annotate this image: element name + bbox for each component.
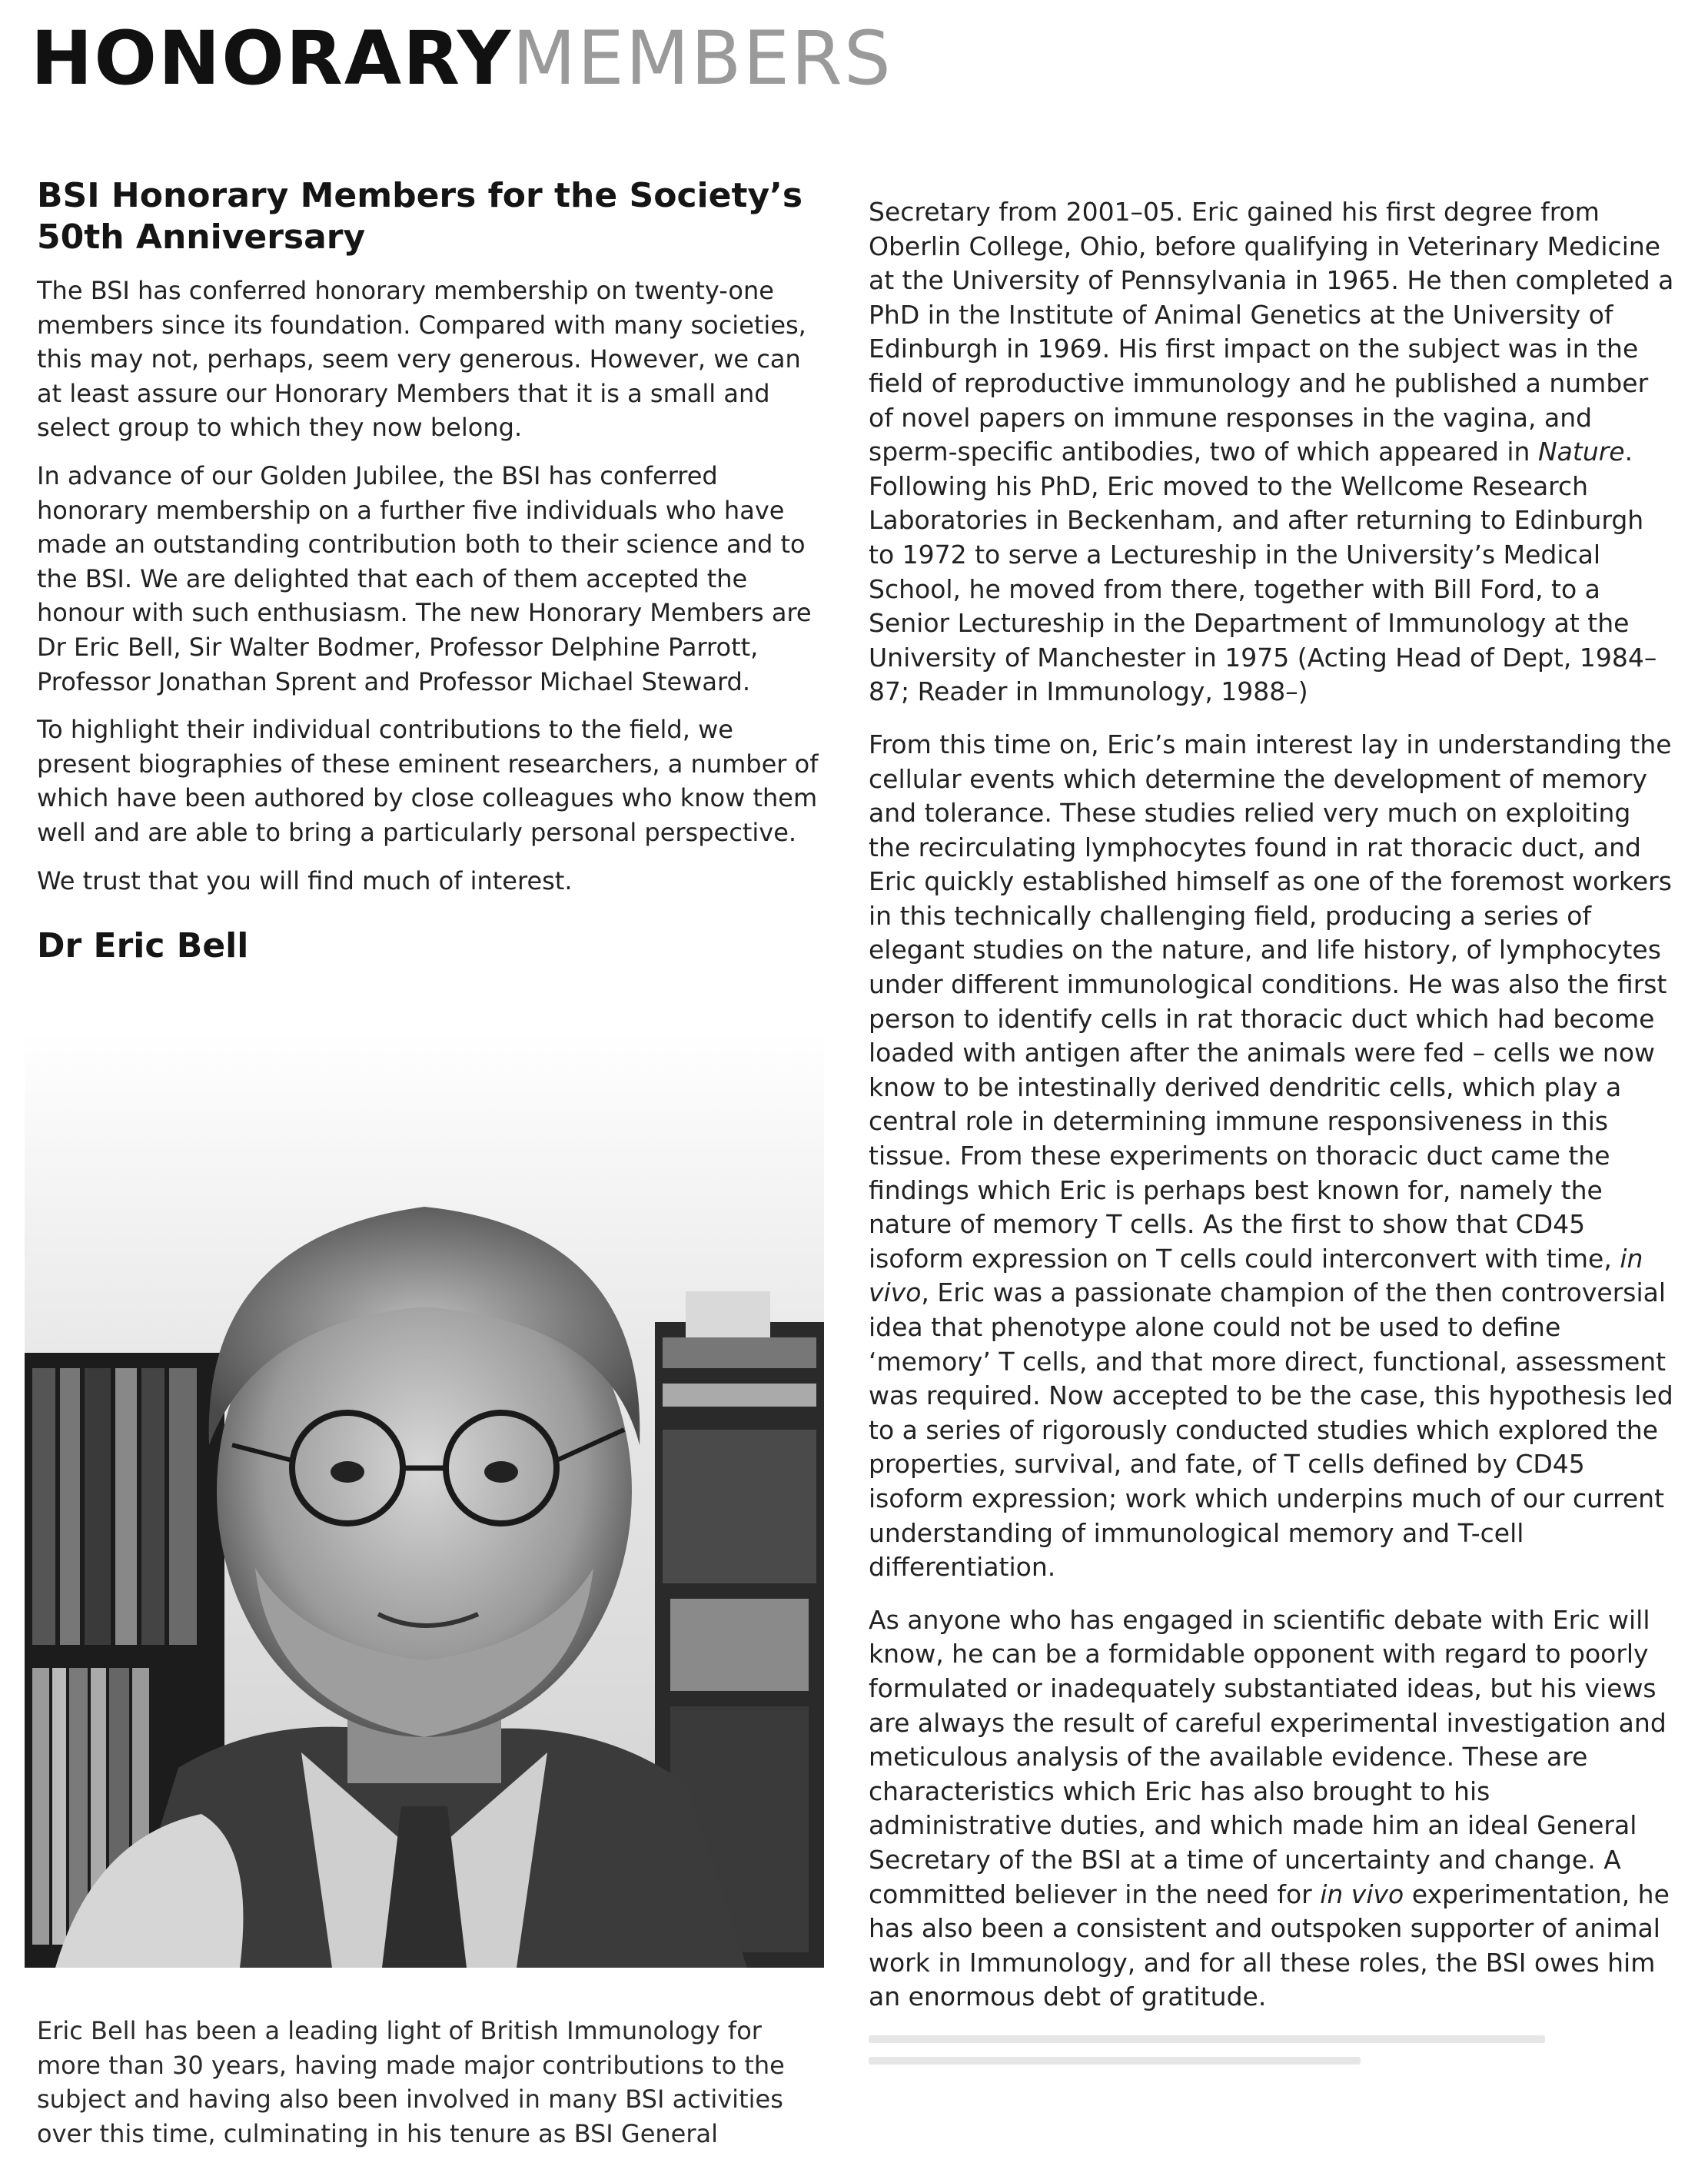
bio-paragraph-3-emphasis: in vivo	[1320, 1879, 1404, 1909]
masthead-title	[31, 15, 892, 101]
left-column	[37, 175, 829, 967]
bio-paragraph-2-part-b: , Eric was a passionate champion of the then controversial idea that phenotype alone could not be used to define ‘memory’ T cells, and that more direct, functional, assessment was required. Now accepted to be the case, this hypothesis led to a series of rigorously conducted studies which explored the properties, survival, and fate, of T cells defined by CD45 isoform expression; work which underpins much of our current understanding of immunological memory and T-cell differentiation.	[869, 1277, 1673, 1583]
bio-paragraph-2	[869, 728, 1676, 1585]
article-heading: BSI Honorary Members for the Society’s 50th Anniversary	[37, 176, 803, 257]
intro-paragraph-3: To highlight their individual contributions to the field, we present biographies of these eminent researchers, a number of which have been authored by close colleagues who know them well and are able to bring a particularly personal perspective.	[37, 715, 819, 847]
bio-paragraph-2-emphasis: in vivo	[869, 1243, 1643, 1308]
portrait-photo	[25, 1030, 824, 1968]
bio-paragraph-2-part-a: From this time on, Eric’s main interest lay in understanding the cellular events which determine the development of memory and tolerance. These studies relied very much on exploiting the recirculating lymphocytes found in rat thoracic duct, and Eric quickly established himself as one of the foremost workers in this technically challenging field, producing a series of elegant studies on the nature, and life history, of lymphocytes under different immunological conditions. He was also the first person to identify cells in rat thoracic duct which had become loaded with antigen after the animals were fed – cells we now know to be intestinally derived dendritic cells, which play a central role in determining immune responsiveness in this tissue. From these experiments on thoracic duct came the findings which Eric is perhaps best known for, namely the nature of memory T cells. As the first to show that CD45 isoform expression on T cells could interconvert with time,	[869, 729, 1672, 1274]
bio-paragraph-1-emphasis: Nature	[1537, 437, 1625, 467]
intro-paragraph-2: In advance of our Golden Jubilee, the BSI has conferred honorary membership on a further five individuals who have made an outstanding contribution both to their science and to the BSI. We are delighted that each of them accepted the honour with such enthusiasm. The new Honorary Members are Dr Eric Bell, Sir Walter Bodmer, Professor Delphine Parrott, Professor Jonathan Sprent and Professor Michael Steward.	[37, 460, 812, 696]
photo-caption-bio-start: Eric Bell has been a leading light of British Immunology for more than 30 years, having made major contributions to the subject and having also been involved in many BSI activities over this time, culminating in his tenure as BSI General	[37, 2016, 785, 2148]
masthead-part2: MEMBERS	[512, 15, 892, 101]
bio-paragraph-1	[869, 195, 1676, 709]
faded-footer-text	[869, 2035, 1560, 2081]
section-heading-eric-bell: Dr Eric Bell	[37, 926, 249, 966]
bio-paragraph-3	[869, 1603, 1676, 2015]
intro-paragraph-4: We trust that you will find much of interest.	[37, 865, 573, 895]
bio-paragraph-3-part-b: experimentation, he has also been a consistent and outspoken supporter of animal work in Immunology, and for all these roles, the BSI owes him an enormous debt of gratitude.	[869, 1879, 1670, 2012]
bio-paragraph-1-part-a: Secretary from 2001–05. Eric gained his first degree from Oberlin College, Ohio, before qualifying in Veterinary Medicine at the University of Pennsylvania in 1965. He then completed a PhD in the Institute of Animal Genetics at the University of Edinburgh in 1969. His first impact on the subject was in the field of reproductive immunology and he published a number of novel papers on immune responses in the vagina, and sperm-specific antibodies, two of which appeared in	[869, 197, 1674, 467]
masthead-part1: HONORARY	[31, 15, 513, 101]
right-column	[869, 195, 1676, 2033]
bio-paragraph-3-part-a: As anyone who has engaged in scientific debate with Eric will know, he can be a formidable opponent with regard to poorly formulated or inadequately substantiated ideas, but his views are always the result of careful experimental investigation and meticulous analysis of the available evidence. These are characteristics which Eric has also brought to his administrative duties, and which made him an ideal General Secretary of the BSI at a time of uncertainty and change. A committed believer in the need for	[869, 1604, 1666, 1909]
bio-paragraph-1-part-b: . Following his PhD, Eric moved to the Wellcome Research Laboratories in Beckenham, and after returning to Edinburgh to 1972 to serve a Lectureship in the University’s Medical School, he moved from there, together with Bill Ford, to a Senior Lectureship in the Department of Immunology at the University of Manchester in 1975 (Acting Head of Dept, 1984–87; Reader in Immunology, 1988–)	[869, 437, 1657, 707]
intro-paragraph-1: The BSI has conferred honorary membership on twenty-one members since its foundation. Compared with many societies, this may not, perhaps, seem very generous. However, we can at least assure our Honorary Members that it is a small and select group to which they now belong.	[37, 276, 806, 443]
